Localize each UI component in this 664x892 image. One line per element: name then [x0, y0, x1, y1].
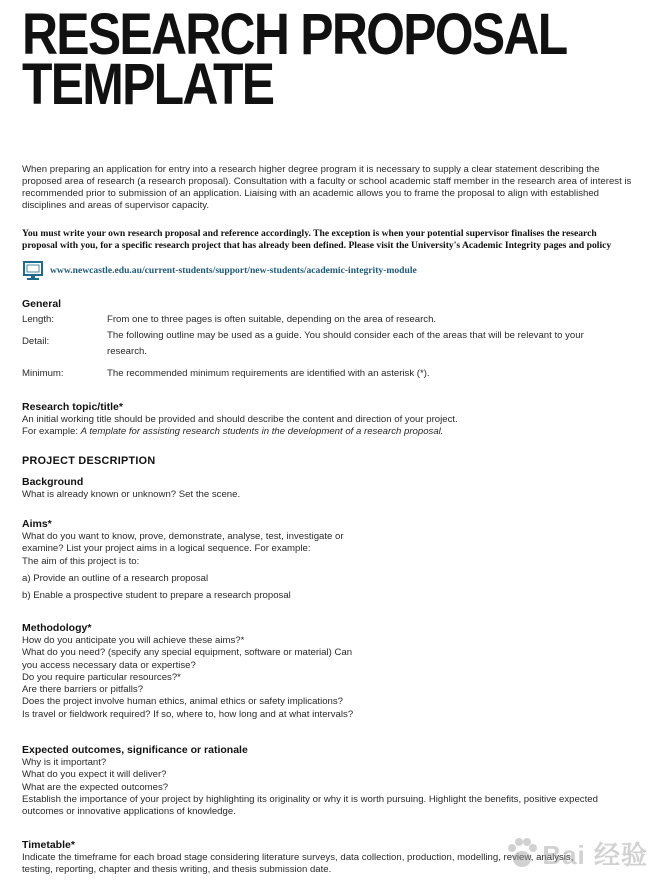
aims-line: What do you want to know, prove, demonstrate, analyse, test, investigate or: [22, 531, 344, 542]
methodology-section: [22, 622, 632, 721]
document-title: [22, 2, 567, 117]
computer-monitor-icon: [22, 259, 44, 281]
background-heading: Background: [22, 476, 84, 488]
methodology-line: How do you anticipate you will achieve these aims?*: [22, 635, 245, 646]
integrity-notice: You must write your own research proposal and reference accordingly. The exception is when your potential supervisor finalises the research proposal with you, for a specific research project that has already been defined. Please visit the University's Academic Integrity pages and policy: [22, 228, 612, 251]
aims-line: examine? List your project aims in a logical sequence. For example:: [22, 543, 311, 555]
detail-label: Detail:: [22, 336, 50, 347]
watermark: [502, 828, 648, 878]
methodology-line: Do you require particular resources?*: [22, 671, 181, 683]
outcomes-heading: Expected outcomes, significance or rationale: [22, 744, 248, 756]
outcomes-line: Why is it important?: [22, 757, 107, 768]
length-value: From one to three pages is often suitable, depending on the area of research.: [107, 314, 437, 325]
outcomes-line: outcomes or innovative applications of knowledge.: [22, 806, 236, 818]
minimum-value: The recommended minimum requirements are identified with an asterisk (*).: [107, 368, 430, 379]
methodology-line: you access necessary data or expertise?: [22, 659, 196, 671]
background-text: What is already known or unknown? Set the scene.: [22, 489, 241, 500]
topic-example-prefix: For example:: [22, 426, 81, 438]
methodology-line: Is travel or fieldwork required? If so, where to, how long and at what intervals?: [22, 708, 354, 720]
minimum-label: Minimum:: [22, 368, 64, 379]
aims-item-a: a) Provide an outline of a research proposal: [22, 572, 209, 584]
timetable-heading: Timetable*: [22, 839, 75, 851]
topic-section: [22, 401, 632, 439]
title-line-1: RESEARCH PROPOSAL: [22, 2, 567, 67]
aims-section: [22, 518, 632, 602]
methodology-line: Does the project involve human ethics, animal ethics or safety implications?: [22, 696, 344, 708]
intro-paragraph: When preparing an application for entry into a research higher degree program it is necessary to supply a clear statement describing the proposed area of research (a research proposal). Consultation with a faculty or school academic staff member in the research area of interest is recommended prior to submission of an application. Liaising with an academic allows you to frame the proposal to align with established disciplines and areas of supervisor capacity.: [22, 164, 632, 211]
aims-item-b: b) Enable a prospective student to prepare a research proposal: [22, 590, 291, 602]
general-heading: General: [22, 298, 62, 310]
methodology-heading: Methodology*: [22, 622, 92, 634]
detail-value: The following outline may be used as a guide. You should consider each of the areas that will be relevant to your research.: [107, 330, 584, 357]
topic-example: [22, 426, 632, 438]
outcomes-section: [22, 744, 632, 818]
background-section: [22, 476, 632, 501]
outcomes-line: Establish the importance of your project by highlighting its originality or why it is worth pursuing. Highlight the benefits, positive expected: [22, 793, 598, 805]
outcomes-line: What are the expected outcomes?: [22, 781, 169, 793]
title-line-2: TEMPLATE: [22, 52, 274, 117]
academic-integrity-link[interactable]: www.newcastle.edu.au/current-students/support/new-students/academic-integrity-module: [50, 264, 417, 276]
project-description-heading: PROJECT DESCRIPTION: [22, 455, 156, 467]
topic-line: An initial working title should be provided and should describe the content and direction of your project.: [22, 414, 458, 425]
timetable-line: Indicate the timeframe for each broad stage considering literature surveys, data collection, production, modelling, review, analysis,: [22, 852, 574, 863]
paw-logo-icon: [502, 833, 542, 873]
methodology-line: What do you need? (specify any special equipment, software or material) Can: [22, 647, 353, 659]
aims-line: The aim of this project is to:: [22, 555, 140, 567]
integrity-link-row[interactable]: [22, 259, 417, 281]
watermark-text: Bai 经验: [542, 839, 648, 870]
length-label: Length:: [22, 314, 55, 325]
topic-example-text: A template for assisting research students in the development of a research proposal.: [80, 426, 444, 438]
outcomes-line: What do you expect it will deliver?: [22, 769, 167, 781]
timetable-line: testing, reporting, chapter and thesis writing, and thesis submission date.: [22, 864, 332, 876]
aims-heading: Aims*: [22, 518, 52, 530]
methodology-line: Are there barriers or pitfalls?: [22, 684, 144, 696]
topic-heading: Research topic/title*: [22, 401, 123, 413]
